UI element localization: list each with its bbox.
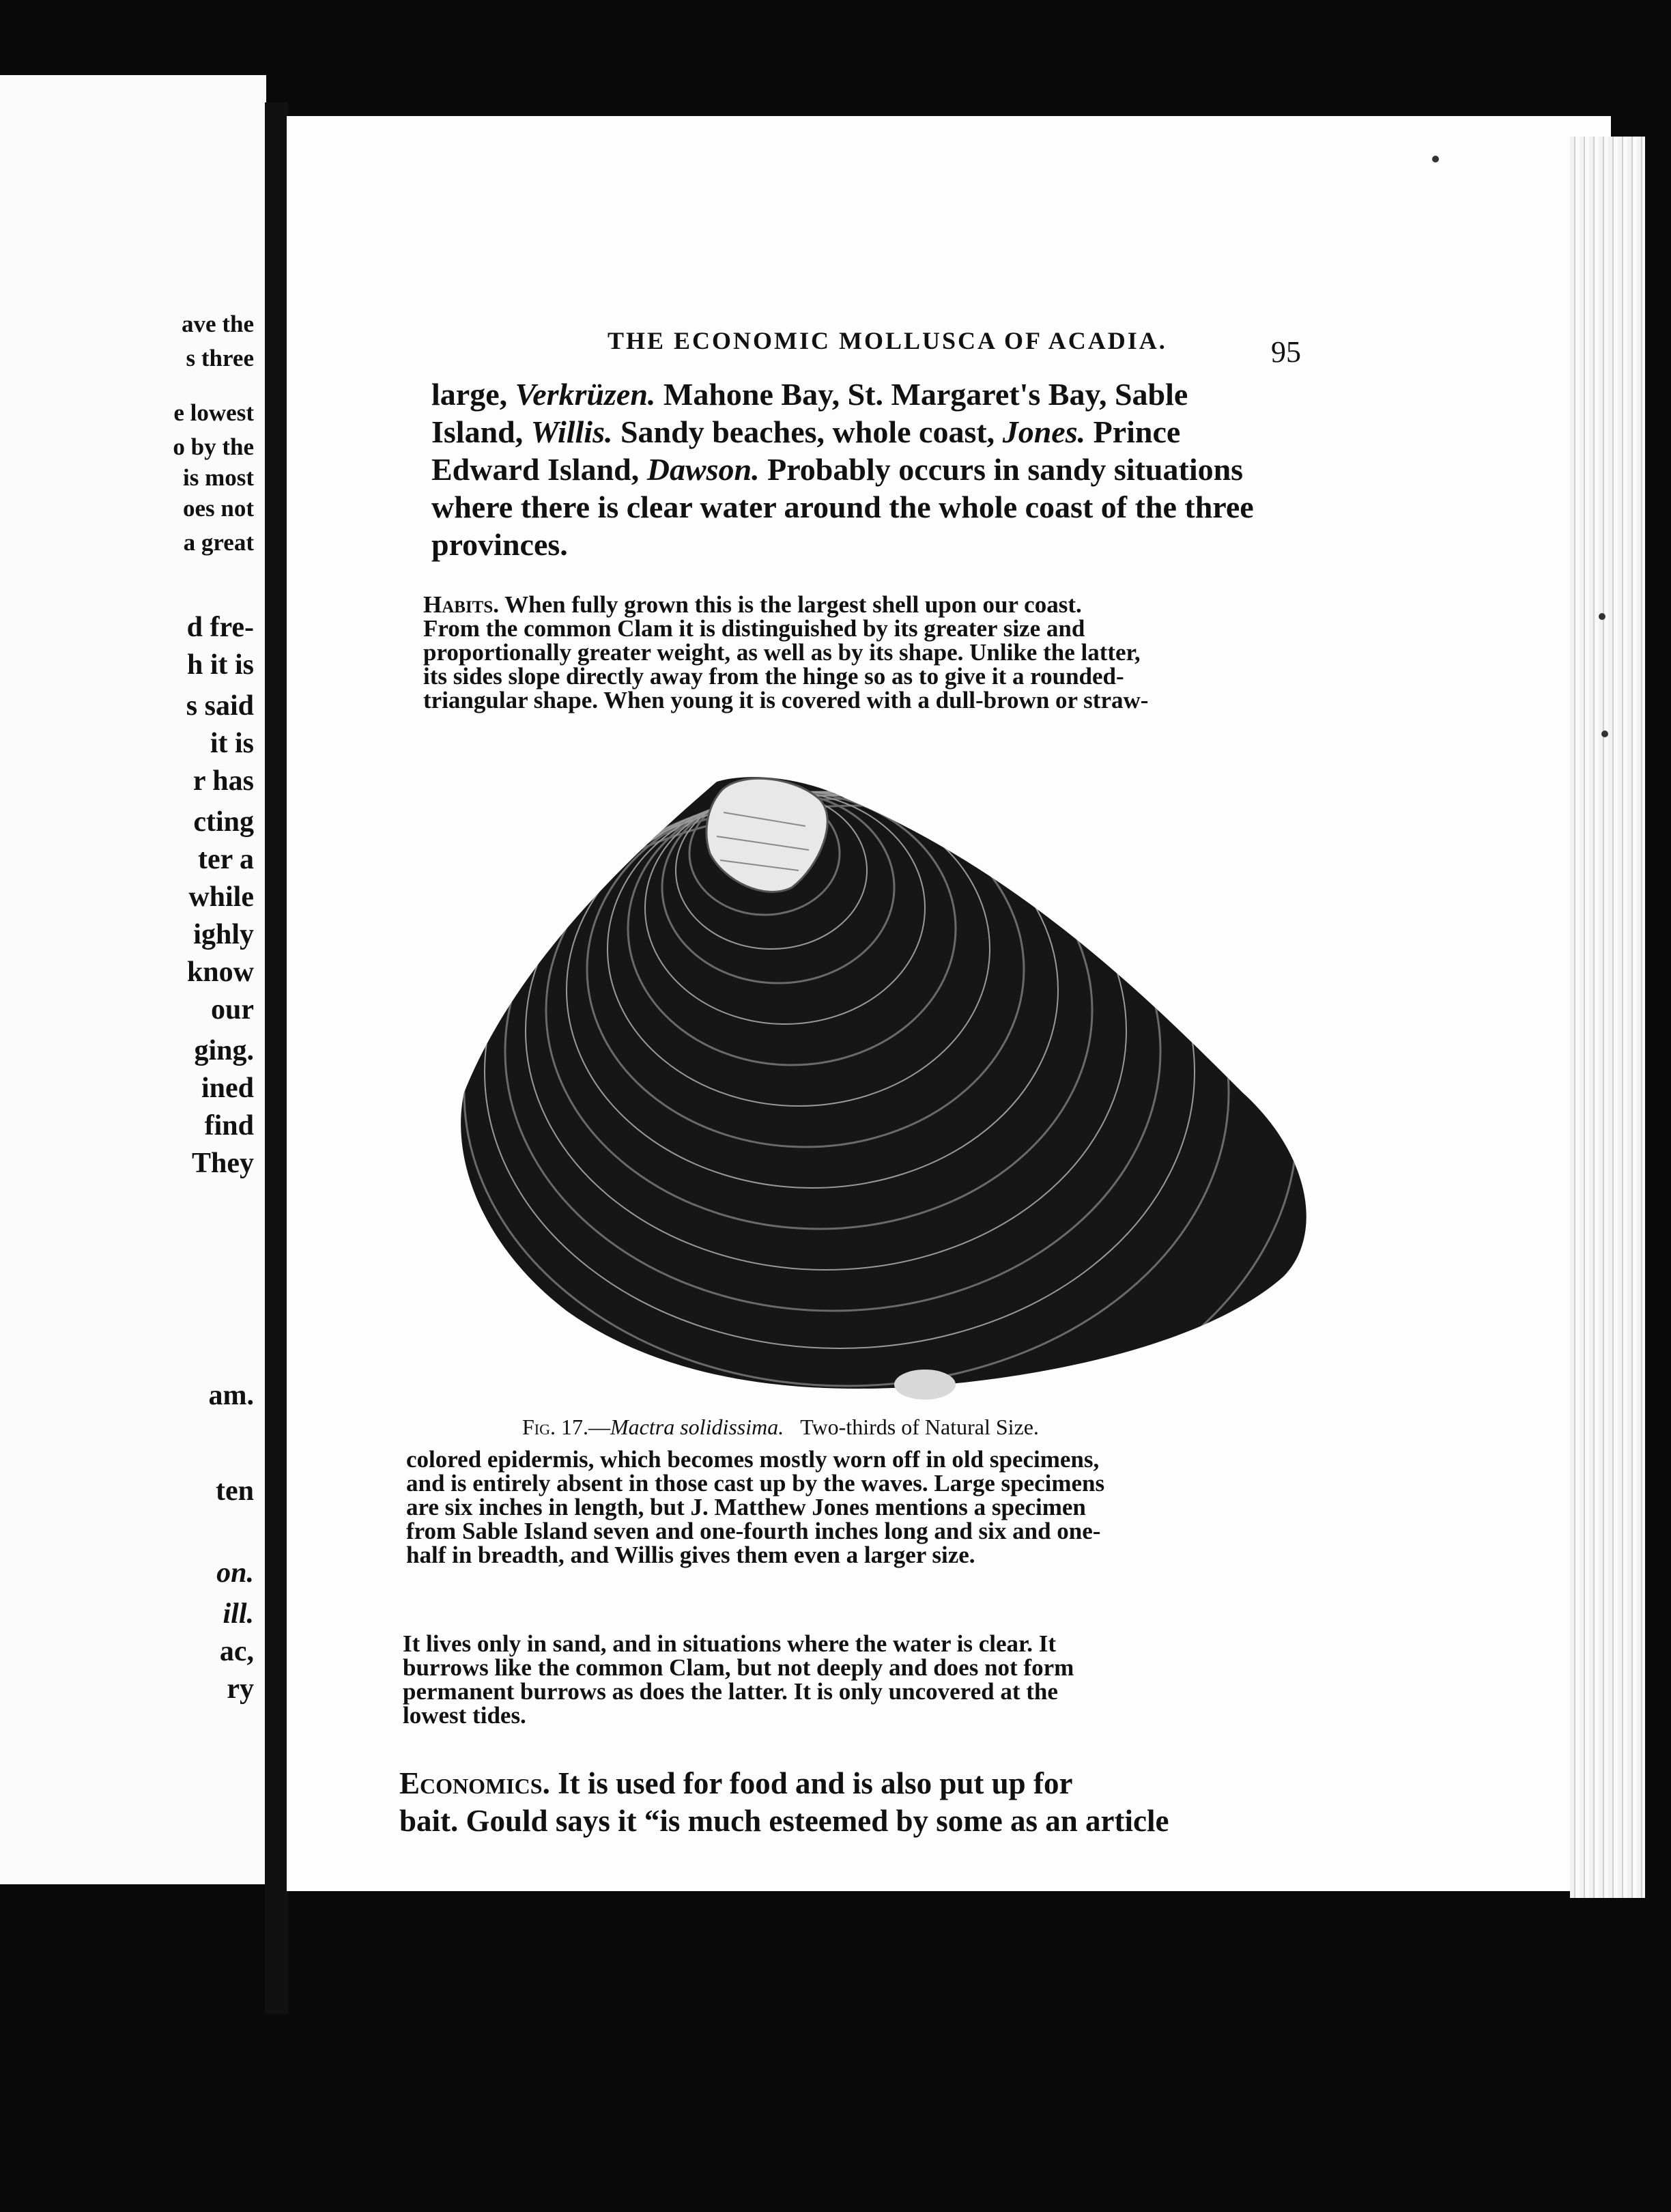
left-page-line: ighly	[193, 919, 254, 950]
speck	[1601, 731, 1608, 737]
size-note: Two-thirds of Natural Size.	[800, 1415, 1039, 1439]
text-line: where there is clear water around the whole coast of the three	[431, 490, 1254, 524]
left-page-line: s said	[186, 690, 254, 722]
text-line: its sides slope directly away from the hinge so as to give it a rounded-	[423, 663, 1124, 690]
text-line: proportionally greater weight, as well as by its shape. Unlike the latter,	[423, 639, 1141, 666]
figure-label: Fig. 17.	[522, 1415, 589, 1439]
paragraph-economics	[399, 1765, 1280, 1840]
section-heading: Economics.	[399, 1766, 550, 1800]
book-gutter	[265, 102, 288, 2014]
text-line: and is entirely absent in those cast up by the waves. Large specimens	[406, 1470, 1105, 1497]
left-page-line: a great	[183, 529, 254, 556]
left-page-line: am.	[208, 1380, 254, 1411]
text-line: Economics. It is used for food and is also put up for	[399, 1766, 1073, 1800]
paragraph-habits	[423, 593, 1300, 712]
text-line: Island, Willis. Sandy beaches, whole coast, Jones. Prince	[431, 414, 1181, 449]
speck	[1599, 613, 1605, 620]
left-page-line: our	[211, 994, 254, 1025]
left-page-line: is most	[182, 464, 254, 491]
page-edges	[1570, 137, 1645, 1898]
section-heading: Habits.	[423, 591, 500, 618]
left-page-line: find	[204, 1110, 254, 1142]
text-line: From the common Clam it is distinguished by its greater size and	[423, 615, 1085, 642]
text-line: Edward Island, Dawson. Probably occurs in sandy situations	[431, 452, 1244, 487]
text-line: It lives only in sand, and in situations where the water is clear. It	[403, 1630, 1057, 1657]
text-line: bait. Gould says it “is much esteemed by some as an article	[399, 1804, 1169, 1838]
left-page-line: ry	[227, 1673, 254, 1705]
left-page-line: ac,	[219, 1636, 254, 1667]
figure-caption: Fig. 17.—Mactra solidissima. Two-thirds of Natural Size.	[522, 1415, 1039, 1439]
text-line: provinces.	[431, 527, 568, 562]
left-page-line: it is	[210, 728, 254, 759]
left-page-line: They	[191, 1148, 254, 1179]
text-line: large, Verkrüzen. Mahone Bay, St. Margaret's Bay, Sable	[431, 377, 1188, 412]
paragraph-habitat	[403, 1632, 1280, 1727]
text-line: are six inches in length, but J. Matthew Jones mentions a specimen	[406, 1494, 1086, 1520]
left-page-line: ave the	[182, 311, 254, 337]
text-line: triangular shape. When young it is covered with a dull-brown or straw-	[423, 687, 1149, 713]
left-page-line: oes not	[182, 495, 254, 522]
left-page-line: ined	[201, 1073, 254, 1104]
text-line: half in breadth, and Willis gives them even a larger size.	[406, 1542, 975, 1568]
left-page-line: s three	[186, 345, 254, 371]
left-page-line: ill.	[223, 1598, 254, 1630]
left-page-line: cting	[193, 806, 254, 838]
left-page-line: r has	[192, 765, 254, 797]
left-page-line: know	[186, 956, 254, 988]
text-line: from Sable Island seven and one-fourth inches long and six and one-	[406, 1518, 1101, 1544]
left-page-line: ter a	[197, 844, 254, 875]
text-line: lowest tides.	[403, 1702, 526, 1729]
page-number: 95	[1271, 335, 1301, 369]
text-line: Habits. When fully grown this is the largest shell upon our coast.	[423, 591, 1082, 618]
left-page-line: on.	[216, 1557, 254, 1589]
left-page-line: ten	[216, 1475, 254, 1507]
text-line: permanent burrows as does the latter. It is only uncovered at the	[403, 1678, 1058, 1705]
paragraph-description	[406, 1447, 1283, 1567]
left-page-line: o by the	[173, 434, 254, 460]
left-page-line: h it is	[186, 649, 254, 681]
left-page-line: e lowest	[173, 399, 254, 426]
left-page-line: d fre-	[186, 612, 254, 643]
text-line: burrows like the common Clam, but not deeply and does not form	[403, 1654, 1074, 1681]
clam-shell-illustration	[437, 771, 1324, 1420]
speck	[1432, 156, 1439, 162]
left-page-line: while	[188, 881, 254, 913]
left-page-line: ging.	[194, 1035, 254, 1066]
left-page	[0, 75, 266, 1884]
running-header: THE ECONOMIC MOLLUSCA OF ACADIA.	[608, 327, 1167, 354]
paragraph-localities	[431, 375, 1305, 563]
text-line: colored epidermis, which becomes mostly worn off in old specimens,	[406, 1446, 1100, 1473]
species-name: Mactra solidissima.	[610, 1415, 784, 1439]
